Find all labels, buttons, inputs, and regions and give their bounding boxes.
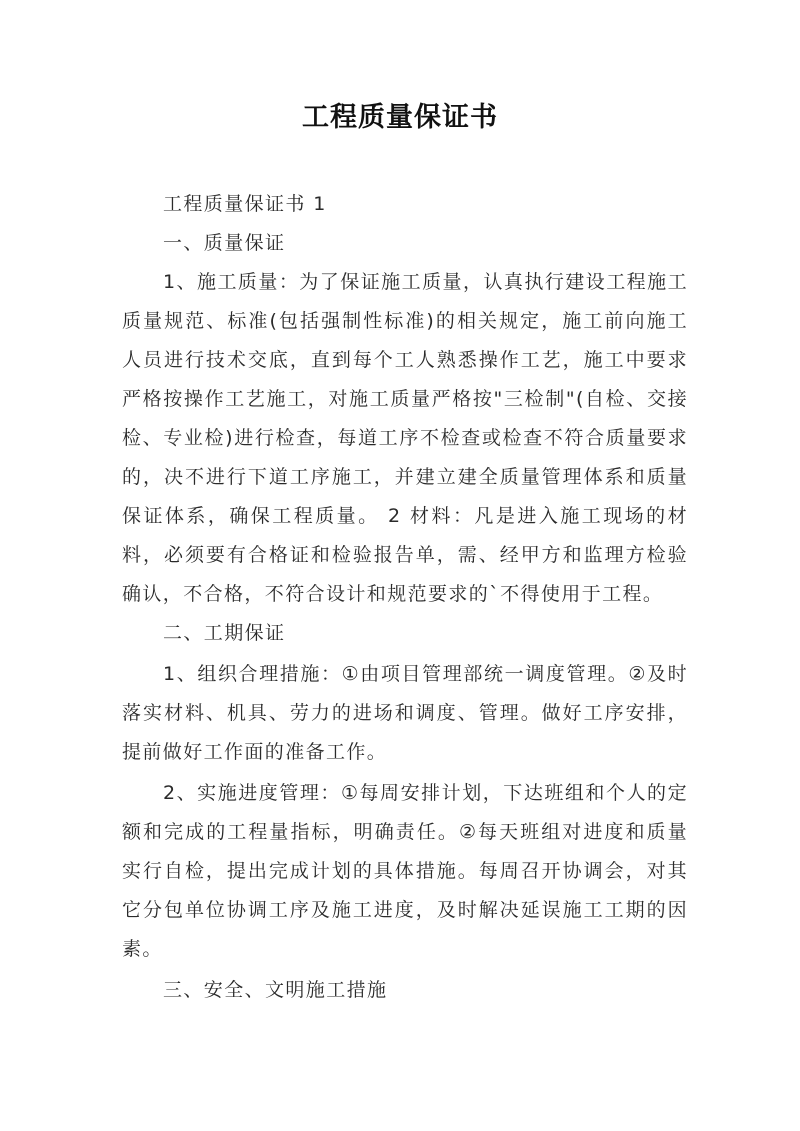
paragraph-section-2-heading: 二、工期保证 [163, 622, 286, 644]
paragraph-section-1-heading: 一、质量保证 [163, 232, 286, 254]
document-title: 工程质量保证书 [302, 102, 498, 133]
paragraph-progress-management: 2、实施进度管理：①每周安排计划，下达班组和个人的定额和完成的工程量指标，明确责任。②每天班组对进度和质量实行自检，提出完成计划的具体措施。每周召开协调会，对其它分包单位协调工序及施工进度，及时解决延误施工工期的因素。 [122, 782, 688, 960]
paragraph-organization-measures: 1、组织合理措施：①由项目管理部统一调度管理。②及时落实材料、机具、劳力的进场和调度、管理。做好工序安排，提前做好工作面的准备工作。 [122, 663, 688, 763]
paragraph-doc-heading: 工程质量保证书 1 [163, 193, 327, 215]
paragraph-construction-quality: 1、施工质量：为了保证施工质量，认真执行建设工程施工质量规范、标准(包括强制性标准)的相关规定，施工前向施工人员进行技术交底，直到每个工人熟悉操作工艺，施工中要求严格按操作工艺施工，对施工质量严格按"三检制"(自检、交接检、专业检)进行检查，每道工序不检查或检查不符合质量要求的，决不进行下道工序施工，并建立建全质量管理体系和质量保证体系，确保工程质量。 2 材料：凡是进入施工现场的材料，必须要有合格证和检验报告单，需、经甲方和监理方检验确认，不合格，不符合设计和规范要求的`不得使用于工程。 [122, 271, 688, 605]
document-body [122, 185, 688, 1010]
paragraph-section-3-heading: 三、安全、文明施工措施 [163, 979, 388, 1001]
